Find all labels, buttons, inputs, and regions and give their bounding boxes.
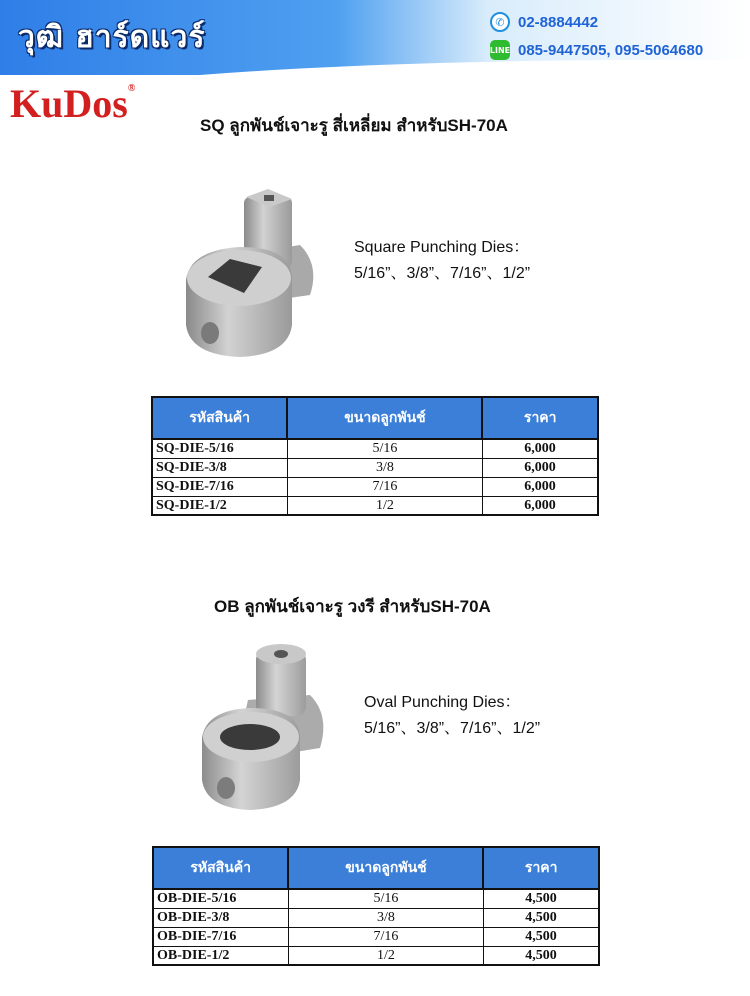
contact-phone[interactable] (490, 12, 598, 32)
oval-price-table (152, 846, 600, 966)
oval-desc-line2: 5/16”、3/8”、7/16”、1/2” (364, 720, 541, 737)
table-row (153, 927, 599, 946)
die-size: 3/8 (287, 458, 482, 477)
die-size: 7/16 (287, 477, 482, 496)
product-code: SQ-DIE-1/2 (152, 496, 287, 515)
header-price: ราคา (482, 397, 598, 439)
table-row (152, 439, 598, 458)
die-size: 5/16 (287, 439, 482, 458)
price: 6,000 (482, 496, 598, 515)
square-section-title: SQ ลูกพันช์เจาะรู สี่เหลี่ยม สำหรับSH-70A (200, 116, 508, 135)
price: 6,000 (482, 458, 598, 477)
line-phone-numbers: 085-9447505, 095-5064680 (518, 41, 704, 59)
product-code: OB-DIE-7/16 (153, 927, 288, 946)
header-price: ราคา (483, 847, 599, 889)
die-size: 1/2 (287, 496, 482, 515)
phone-icon: ✆ (490, 12, 510, 32)
table-row (152, 477, 598, 496)
price: 4,500 (483, 889, 599, 908)
header-size: ขนาดลูกพันช์ (288, 847, 483, 889)
oval-desc-line1: Oval Punching Dies： (364, 694, 521, 711)
table-row (152, 496, 598, 515)
table-header-row (153, 847, 599, 889)
phone-number: 02-8884442 (518, 13, 599, 31)
die-size: 1/2 (288, 946, 483, 965)
header-size: ขนาดลูกพันช์ (287, 397, 482, 439)
table-row (152, 458, 598, 477)
oval-description (364, 690, 540, 742)
shop-name: วุฒิ ฮาร์ดแวร์ (18, 20, 206, 55)
square-die-image (180, 185, 320, 364)
product-code: OB-DIE-3/8 (153, 908, 288, 927)
header-code: รหัสสินค้า (153, 847, 288, 889)
table-row (153, 946, 599, 965)
table-header-row (152, 397, 598, 439)
square-price-table (151, 396, 599, 516)
die-size: 5/16 (288, 889, 483, 908)
die-size: 3/8 (288, 908, 483, 927)
product-code: SQ-DIE-7/16 (152, 477, 287, 496)
oval-section-title: OB ลูกพันช์เจาะรู วงรี สำหรับSH-70A (214, 597, 491, 616)
square-desc-line1: Square Punching Dies： (354, 239, 530, 256)
square-desc-line2: 5/16”、3/8”、7/16”、1/2” (354, 265, 531, 282)
product-code: SQ-DIE-5/16 (152, 439, 287, 458)
price: 4,500 (483, 908, 599, 927)
price: 6,000 (482, 477, 598, 496)
price: 6,000 (482, 439, 598, 458)
product-code: OB-DIE-1/2 (153, 946, 288, 965)
kudos-logo (10, 81, 136, 126)
contact-line[interactable] (490, 40, 703, 60)
line-icon: LINE (490, 40, 510, 60)
product-code: SQ-DIE-3/8 (152, 458, 287, 477)
registered-mark: ® (127, 83, 136, 94)
header-code: รหัสสินค้า (152, 397, 287, 439)
price: 4,500 (483, 946, 599, 965)
price: 4,500 (483, 927, 599, 946)
logo-text: KuDos (10, 81, 128, 126)
product-code: OB-DIE-5/16 (153, 889, 288, 908)
square-description (354, 235, 530, 287)
header-banner (0, 0, 750, 75)
oval-die-image (198, 640, 333, 819)
die-size: 7/16 (288, 927, 483, 946)
table-row (153, 889, 599, 908)
table-row (153, 908, 599, 927)
